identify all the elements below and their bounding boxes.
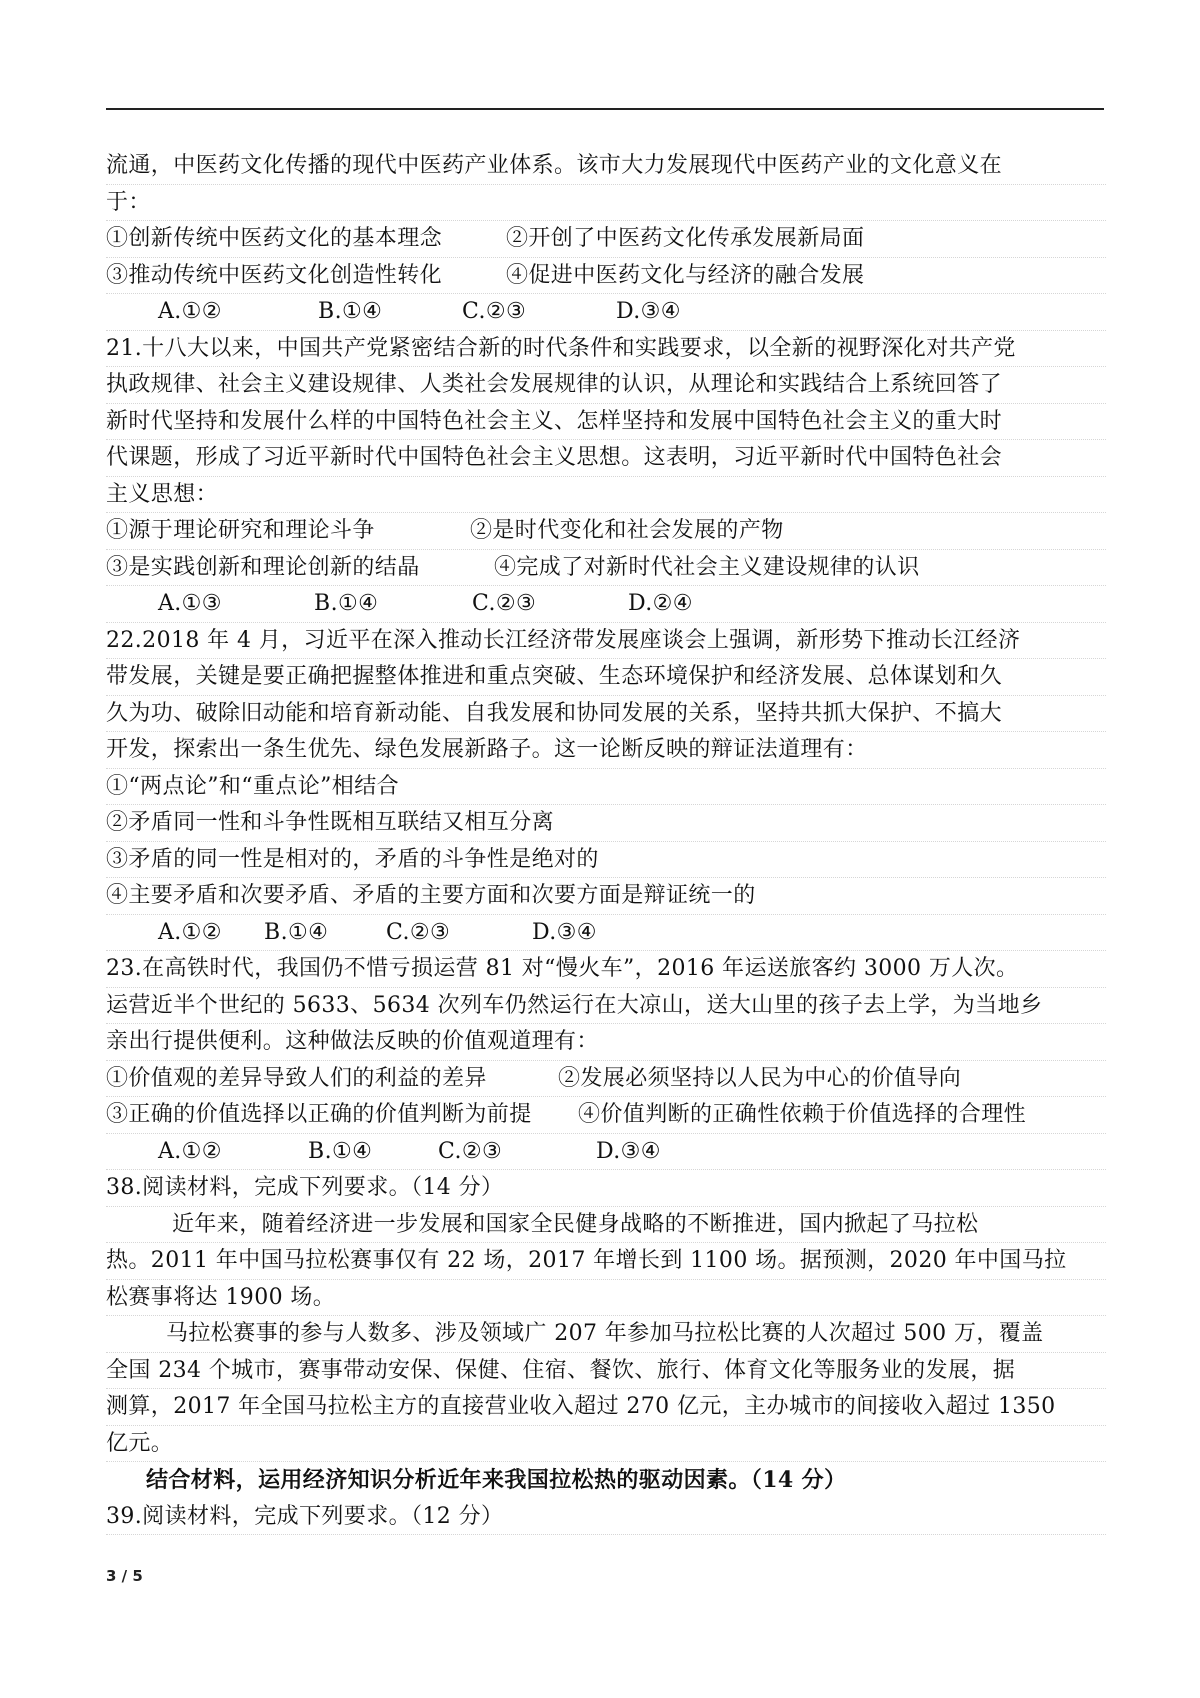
q22-item-4: ④主要矛盾和次要矛盾、矛盾的主要方面和次要方面是辩证统一的 (106, 878, 1106, 915)
q23-stem-line: 23.在高铁时代，我国仍不惜亏损运营 81 对“慢火车”，2016 年运送旅客约 3000 万人次。 (106, 951, 1106, 988)
q21-item-2: ②是时代变化和社会发展的产物 (470, 518, 784, 543)
q22-item-1: ①“两点论”和“重点论”相结合 (106, 769, 1106, 806)
q20-item-2: ②开创了中医药文化传承发展新局面 (506, 226, 865, 251)
q22-stem-line: 久为功、破除旧动能和培育新动能、自我发展和协同发展的关系，坚持共抓大保护、不搞大 (106, 696, 1106, 733)
q23-option-a: A.①② (158, 1138, 222, 1164)
q22-stem-line: 开发，探索出一条生优先、绿色发展新路子。这一论断反映的辩证法道理有： (106, 732, 1106, 769)
q22-option-a: A.①② (158, 919, 222, 945)
q20-stem-line: 流通，中医药文化传播的现代中医药产业体系。该市大力发展现代中医药产业的文化意义在 (106, 148, 1106, 185)
q38-header: 38.阅读材料，完成下列要求。（14 分） (106, 1170, 1106, 1207)
q21-item-4: ④完成了对新时代社会主义建设规律的认识 (494, 554, 920, 580)
q20-items-row (106, 221, 1106, 258)
q22-option-c: C.②③ (386, 919, 451, 945)
q21-items-row (106, 513, 1106, 550)
q20-option-b: B.①④ (318, 299, 383, 324)
q23-item-3: ③正确的价值选择以正确的价值判断为前提 (106, 1102, 532, 1127)
q22-option-d: D.③④ (532, 919, 597, 945)
page-number: 3 / 5 (106, 1567, 143, 1585)
q20-item-4: ④促进中医药文化与经济的融合发展 (506, 262, 865, 288)
q38-paragraph-line: 热。2011 年中国马拉松赛事仅有 22 场，2017 年增长到 1100 场。据预测，2020 年中国马拉 (106, 1243, 1106, 1280)
q20-stem-line: 于： (106, 185, 1106, 222)
q38-paragraph-line: 亿元。 (106, 1426, 1106, 1463)
q22-stem-line: 带发展，关键是要正确把握整体推进和重点突破、生态环境保护和经济发展、总体谋划和久 (106, 659, 1106, 696)
q23-item-4: ④价值判断的正确性依赖于价值选择的合理性 (578, 1102, 1027, 1127)
q21-stem-line: 21.十八大以来，中国共产党紧密结合新的时代条件和实践要求，以全新的视野深化对共产党 (106, 331, 1106, 368)
q21-items-row (106, 550, 1106, 587)
q20-items-row (106, 258, 1106, 295)
q23-option-b: B.①④ (308, 1138, 373, 1164)
q20-options-row (106, 294, 1106, 331)
q21-options-row (106, 586, 1106, 623)
q20-item-3: ③推动传统中医药文化创造性转化 (106, 262, 443, 288)
q23-item-1: ①价值观的差异导致人们的利益的差异 (106, 1065, 487, 1091)
q38-paragraph-line: 全国 234 个城市，赛事带动安保、保健、住宿、餐饮、旅行、体育文化等服务业的发展，据 (106, 1353, 1106, 1390)
q23-item-2: ②发展必须坚持以人民为中心的价值导向 (558, 1065, 962, 1091)
q23-stem-line: 运营近半个世纪的 5633、5634 次列车仍然运行在大凉山，送大山里的孩子去上学，为当地乡 (106, 988, 1106, 1025)
q38-paragraph-line: 马拉松赛事的参与人数多、涉及领域广 207 年参加马拉松比赛的人次超过 500 万，覆盖 (106, 1316, 1106, 1353)
q21-option-b: B.①④ (314, 591, 379, 616)
q21-stem-line: 主义思想： (106, 477, 1106, 514)
q38-paragraph-line: 松赛事将达 1900 场。 (106, 1280, 1106, 1317)
q23-items-row (106, 1097, 1106, 1134)
q21-item-3: ③是实践创新和理论创新的结晶 (106, 554, 420, 580)
q21-stem-line: 代课题，形成了习近平新时代中国特色社会主义思想。这表明，习近平新时代中国特色社会 (106, 440, 1106, 477)
header-rule (106, 108, 1104, 110)
q22-stem-line: 22.2018 年 4 月，习近平在深入推动长江经济带发展座谈会上强调，新形势下推动长江经济 (106, 623, 1106, 660)
q20-option-a: A.①② (158, 299, 222, 324)
q23-option-d: D.③④ (596, 1138, 661, 1164)
q22-item-2: ②矛盾同一性和斗争性既相互联结又相互分离 (106, 805, 1106, 842)
q21-item-1: ①源于理论研究和理论斗争 (106, 518, 375, 543)
q20-option-c: C.②③ (462, 299, 527, 324)
q23-items-row (106, 1061, 1106, 1098)
q23-option-c: C.②③ (438, 1138, 503, 1164)
q21-option-c: C.②③ (472, 591, 537, 616)
q22-option-b: B.①④ (264, 919, 329, 945)
q22-options-row (106, 915, 1106, 952)
q21-option-d: D.②④ (628, 591, 693, 616)
q38-paragraph-line: 测算，2017 年全国马拉松主方的直接营业收入超过 270 亿元，主办城市的间接收入超过 1350 (106, 1389, 1106, 1426)
q23-options-row (106, 1134, 1106, 1171)
q38-task: 结合材料，运用经济知识分析近年来我国拉松热的驱动因素。（14 分） (146, 1467, 847, 1493)
q20-item-1: ①创新传统中医药文化的基本理念 (106, 226, 443, 251)
q21-stem-line: 新时代坚持和发展什么样的中国特色社会主义、怎样坚持和发展中国特色社会主义的重大时 (106, 404, 1106, 441)
q21-option-a: A.①③ (158, 591, 222, 616)
q22-item-3: ③矛盾的同一性是相对的，矛盾的斗争性是绝对的 (106, 842, 1106, 879)
q23-stem-line: 亲出行提供便利。这种做法反映的价值观道理有： (106, 1024, 1106, 1061)
q38-paragraph-line: 近年来，随着经济进一步发展和国家全民健身战略的不断推进，国内掀起了马拉松 (106, 1207, 1106, 1244)
q21-stem-line: 执政规律、社会主义建设规律、人类社会发展规律的认识，从理论和实践结合上系统回答了 (106, 367, 1106, 404)
page-content (106, 148, 1106, 1535)
q20-option-d: D.③④ (616, 299, 681, 324)
q39-header: 39.阅读材料，完成下列要求。（12 分） (106, 1499, 1106, 1536)
